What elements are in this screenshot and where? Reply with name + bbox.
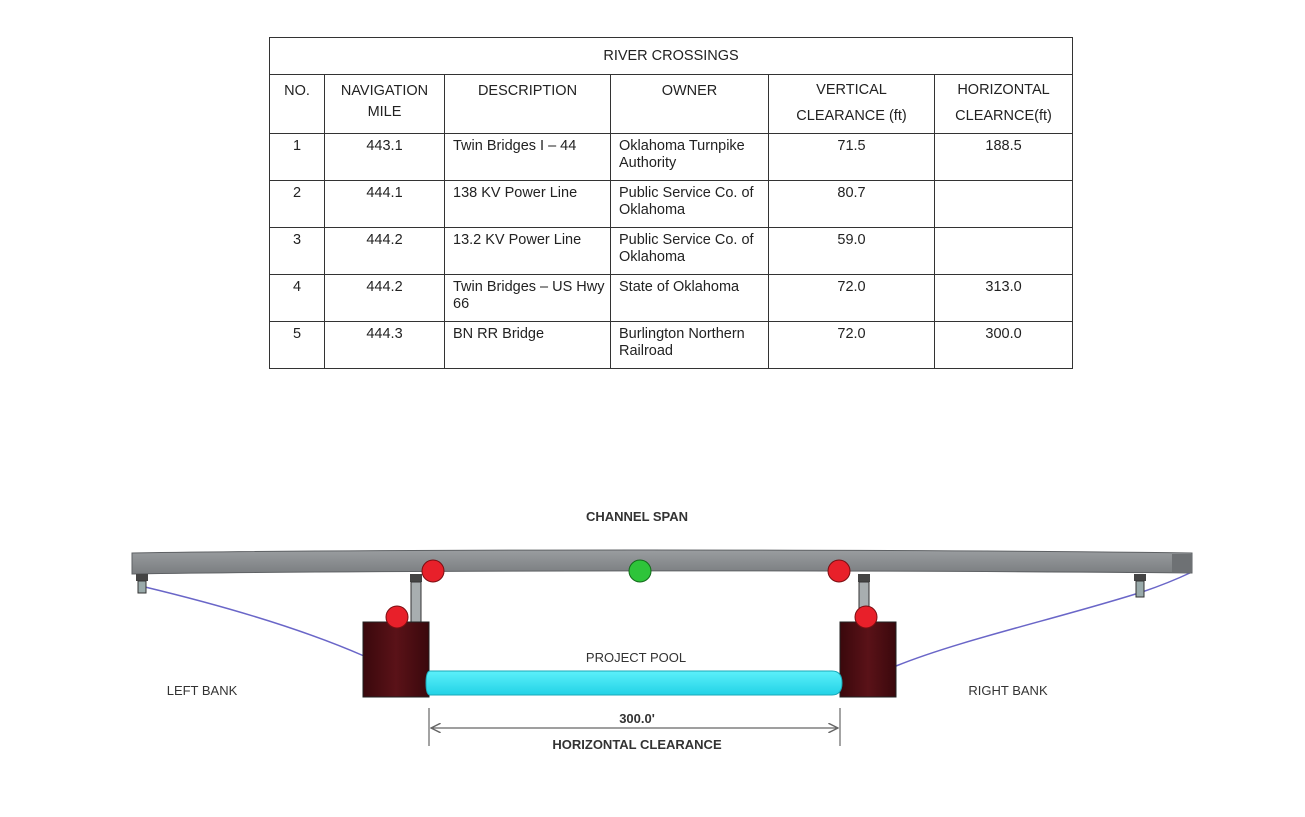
left-pier (363, 622, 429, 697)
right-pier (840, 622, 896, 697)
clearance-label: HORIZONTAL CLEARANCE (552, 737, 722, 752)
cell-vertical: 80.7 (769, 181, 935, 228)
right-end-bearing (1134, 574, 1146, 597)
cell-description: 13.2 KV Power Line (445, 228, 611, 275)
cell-vertical: 71.5 (769, 134, 935, 181)
cell-mile: 443.1 (325, 134, 445, 181)
cell-owner: Burlington Northern Railroad (611, 322, 769, 369)
cell-no: 4 (270, 275, 325, 322)
cell-vertical: 72.0 (769, 322, 935, 369)
channel-span-deck (132, 550, 1192, 574)
span-end-cap (1172, 554, 1192, 572)
cell-owner: Public Service Co. of Oklahoma (611, 228, 769, 275)
cell-horizontal: 313.0 (935, 275, 1073, 322)
cell-description: BN RR Bridge (445, 322, 611, 369)
cell-description: Twin Bridges – US Hwy 66 (445, 275, 611, 322)
cell-no: 3 (270, 228, 325, 275)
red-light-right-pier (855, 606, 877, 628)
cell-mile: 444.2 (325, 275, 445, 322)
cell-no: 1 (270, 134, 325, 181)
red-light-right-span (828, 560, 850, 582)
table-caption: RIVER CROSSINGS (270, 38, 1073, 75)
right-bank-line (896, 572, 1192, 666)
header-vertical-clearance: VERTICAL CLEARANCE (ft) (769, 75, 935, 134)
left-bank-line (145, 587, 364, 656)
cell-mile: 444.3 (325, 322, 445, 369)
cell-no: 2 (270, 181, 325, 228)
channel-span-label: CHANNEL SPAN (585, 509, 689, 524)
clearance-value: 300.0' (619, 711, 655, 726)
cell-horizontal: 300.0 (935, 322, 1073, 369)
header-horizontal-clearance: HORIZONTAL CLEARNCE(ft) (935, 75, 1073, 134)
cell-owner: State of Oklahoma (611, 275, 769, 322)
left-bank-label: LEFT BANK (166, 683, 238, 698)
right-bank-label: RIGHT BANK (968, 683, 1048, 698)
red-light-left-span (422, 560, 444, 582)
header-no: NO. (270, 75, 325, 134)
header-owner: OWNER (611, 75, 769, 134)
left-end-bearing (136, 574, 148, 593)
left-pier-column (410, 574, 422, 622)
cell-owner: Public Service Co. of Oklahoma (611, 181, 769, 228)
cell-mile: 444.1 (325, 181, 445, 228)
green-light-center (629, 560, 651, 582)
cell-description: 138 KV Power Line (445, 181, 611, 228)
project-pool (426, 671, 842, 695)
cell-vertical: 59.0 (769, 228, 935, 275)
header-description: DESCRIPTION (445, 75, 611, 134)
cell-mile: 444.2 (325, 228, 445, 275)
cell-no: 5 (270, 322, 325, 369)
red-light-left-pier (386, 606, 408, 628)
cell-owner: Oklahoma Turnpike Authority (611, 134, 769, 181)
header-navigation-mile: NAVIGATION MILE (325, 75, 445, 134)
cell-vertical: 72.0 (769, 275, 935, 322)
project-pool-label: PROJECT POOL (585, 650, 687, 665)
cell-description: Twin Bridges I – 44 (445, 134, 611, 181)
cell-horizontal: 188.5 (935, 134, 1073, 181)
